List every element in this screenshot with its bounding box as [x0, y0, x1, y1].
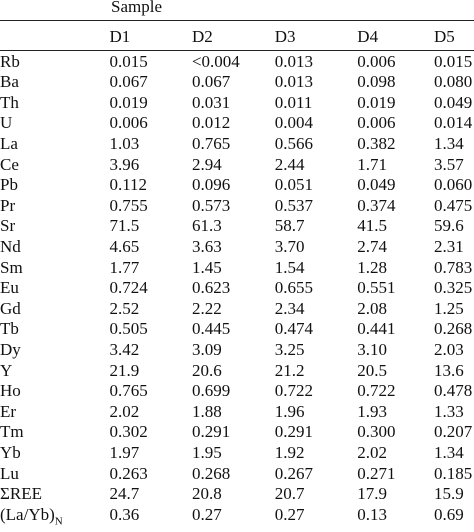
group-header: Sample: [111, 0, 162, 16]
table-cell: 0.722: [357, 381, 396, 401]
table-cell: 20.5: [357, 360, 388, 380]
table-cell: <0.004: [191, 52, 240, 71]
table-row: [0, 134, 474, 155]
table-cell: 0.36: [109, 504, 140, 524]
row-label: Tm: [0, 422, 24, 442]
column-header: [0, 25, 109, 49]
table-cell: 1.28: [357, 257, 388, 277]
table-row: [0, 257, 474, 278]
table-cell: 0.325: [434, 278, 473, 298]
row-label: ΣREE: [0, 484, 43, 504]
row-label: Pb: [0, 175, 18, 195]
table-cell: 2.74: [357, 237, 388, 257]
table-cell: 0.080: [434, 72, 473, 92]
table-cell: 0.031: [191, 92, 231, 112]
table-cell: 0.049: [434, 92, 473, 112]
table-row: [0, 278, 474, 299]
table-cell: 0.722: [274, 381, 314, 401]
table-cell: 1.45: [191, 257, 222, 277]
table-cell: 21.2: [274, 360, 305, 380]
row-label: Lu: [0, 463, 19, 483]
table-cell: 0.291: [191, 422, 231, 442]
table-cell: 3.70: [274, 237, 305, 257]
table-cell: 0.013: [274, 52, 314, 71]
table-cell: 2.34: [274, 298, 305, 318]
table-cell: 59.6: [434, 216, 464, 236]
table-cell: 3.63: [191, 237, 222, 257]
table-cell: 0.27: [274, 504, 305, 524]
table-row: [0, 154, 474, 175]
table-cell: 13.6: [434, 360, 464, 380]
table-cell: 0.69: [434, 504, 464, 524]
table-row: [0, 72, 474, 93]
table-cell: 20.8: [191, 484, 222, 504]
table-cell: 0.755: [109, 195, 148, 215]
table-cell: 2.08: [357, 298, 388, 318]
table-cell: 0.067: [109, 72, 148, 92]
table-cell: 0.783: [434, 257, 473, 277]
row-label: Rb: [0, 52, 20, 71]
table-cell: 0.478: [434, 381, 473, 401]
table-cell: 0.096: [191, 175, 231, 195]
table-cell: 20.7: [274, 484, 305, 504]
table-row: [0, 381, 474, 402]
table-cell: 0.049: [357, 175, 396, 195]
table-cell: 0.699: [191, 381, 231, 401]
header-rule: [0, 20, 474, 21]
table-body: [0, 49, 474, 528]
table-cell: 58.7: [274, 216, 305, 236]
table-cell: 41.5: [357, 216, 388, 236]
table-cell: 2.03: [434, 340, 464, 360]
table-cell: 0.014: [434, 113, 473, 133]
row-label: Sm: [0, 257, 23, 277]
column-header: D1: [109, 27, 131, 46]
table-cell: 24.7: [109, 484, 140, 504]
table-cell: 1.96: [274, 401, 305, 421]
header-row: [0, 25, 474, 49]
table-row: [0, 360, 474, 381]
table-cell: 0.019: [357, 92, 396, 112]
row-label: [0, 504, 109, 528]
table-cell: 0.060: [434, 175, 473, 195]
table-cell: 1.88: [191, 401, 222, 421]
table-cell: 0.724: [109, 278, 148, 298]
row-label: La: [0, 134, 18, 154]
table-cell: 1.34: [434, 134, 464, 154]
row-label: Sr: [0, 216, 16, 236]
table-cell: 1.97: [109, 442, 140, 462]
column-header: D2: [191, 27, 213, 46]
table-cell: 0.004: [274, 113, 314, 133]
table-cell: 0.051: [274, 175, 314, 195]
table-row: [0, 216, 474, 237]
table-cell: 0.019: [109, 92, 148, 112]
table-cell: 1.71: [357, 154, 388, 174]
row-label: Gd: [0, 298, 21, 318]
row-label: Ho: [0, 381, 21, 401]
row-label: Th: [0, 92, 19, 112]
table-row: [0, 113, 474, 134]
table-cell: 0.537: [274, 195, 314, 215]
table-cell: 2.44: [274, 154, 305, 174]
row-label: Nd: [0, 237, 21, 257]
row-label: Yb: [0, 442, 21, 462]
table-cell: 1.33: [434, 401, 464, 421]
table-cell: 0.566: [274, 134, 314, 154]
table-cell: 0.268: [191, 463, 231, 483]
table-cell: 0.185: [434, 463, 473, 483]
table-cell: 0.067: [191, 72, 231, 92]
row-label: Dy: [0, 340, 21, 360]
table-row: [0, 49, 474, 72]
table-cell: 3.57: [434, 154, 464, 174]
table-cell: 0.475: [434, 195, 473, 215]
table-cell: 1.93: [357, 401, 388, 421]
table-cell: 0.013: [274, 72, 314, 92]
table-cell: 0.012: [191, 113, 231, 133]
row-label: Eu: [0, 278, 19, 298]
table-row: [0, 484, 474, 505]
table-cell: 0.765: [109, 381, 148, 401]
table-row: [0, 402, 474, 423]
table-cell: 0.374: [357, 195, 396, 215]
table-cell: 0.382: [357, 134, 396, 154]
table-cell: 0.655: [274, 278, 314, 298]
column-header: D4: [357, 27, 379, 46]
table-cell: 1.34: [434, 442, 464, 462]
table-cell: 0.474: [274, 319, 314, 339]
column-header: D3: [274, 27, 296, 46]
table-row: [0, 319, 474, 340]
table-row: [0, 196, 474, 217]
table-cell: 1.03: [109, 134, 140, 154]
table-cell: 0.271: [357, 463, 396, 483]
table-cell: 4.65: [109, 237, 140, 257]
table-cell: 61.3: [191, 216, 222, 236]
table-cell: 1.92: [274, 442, 305, 462]
table-cell: 0.291: [274, 422, 314, 442]
table-row: [0, 422, 474, 443]
table-row: [0, 237, 474, 258]
table-cell: 1.54: [274, 257, 305, 277]
table-cell: 0.015: [434, 52, 473, 71]
table-cell: 0.207: [434, 422, 473, 442]
table-cell: 1.25: [434, 298, 464, 318]
table-cell: 1.95: [191, 442, 222, 462]
table-cell: 1.77: [109, 257, 140, 277]
table-cell: 2.22: [191, 298, 222, 318]
table-cell: 0.551: [357, 278, 396, 298]
table-cell: 0.006: [357, 52, 396, 71]
table-cell: 0.505: [109, 319, 148, 339]
row-label: Tb: [0, 319, 19, 339]
table-cell: 0.27: [191, 504, 222, 524]
table-cell: 0.267: [274, 463, 314, 483]
table-cell: 21.9: [109, 360, 140, 380]
row-label-text: (La/Yb): [0, 504, 55, 524]
table-cell: 0.445: [191, 319, 231, 339]
table-row: [0, 175, 474, 196]
table-cell: 3.09: [191, 340, 222, 360]
table-cell: 2.02: [109, 401, 140, 421]
table-cell: 0.011: [274, 92, 313, 112]
table-row: [0, 504, 474, 525]
table-cell: 0.765: [191, 134, 231, 154]
row-label: Ce: [0, 154, 19, 174]
row-label: Y: [0, 360, 13, 380]
table-cell: 3.10: [357, 340, 388, 360]
table-cell: 0.015: [109, 52, 148, 71]
table-cell: 0.263: [109, 463, 148, 483]
table-row: [0, 443, 474, 464]
row-label-subscript: N: [54, 515, 63, 528]
row-label: U: [0, 113, 13, 133]
table-row: [0, 340, 474, 361]
row-label: Ba: [0, 72, 19, 92]
table-cell: 0.623: [191, 278, 231, 298]
table-cell: 0.573: [191, 195, 231, 215]
table-cell: 2.31: [434, 237, 464, 257]
row-label: Er: [0, 401, 17, 421]
table-cell: 0.006: [109, 113, 148, 133]
trace-element-table: [0, 25, 474, 528]
table-cell: 0.302: [109, 422, 148, 442]
table-cell: 0.112: [109, 175, 148, 195]
table-cell: 15.9: [434, 484, 464, 504]
row-label: Pr: [0, 195, 16, 215]
table-row: [0, 299, 474, 320]
table-cell: 2.94: [191, 154, 222, 174]
table-cell: 0.098: [357, 72, 396, 92]
table-cell: 0.268: [434, 319, 473, 339]
table-cell: 0.13: [357, 504, 388, 524]
table-row: [0, 463, 474, 484]
column-header: D5: [434, 27, 455, 46]
table-cell: 0.300: [357, 422, 396, 442]
table-cell: 20.6: [191, 360, 222, 380]
table-cell: 2.52: [109, 298, 140, 318]
table-cell: 3.25: [274, 340, 305, 360]
table-cell: 0.441: [357, 319, 396, 339]
table-cell: 3.96: [109, 154, 140, 174]
table-cell: 71.5: [109, 216, 140, 236]
table-cell: 0.006: [357, 113, 396, 133]
table-cell: 3.42: [109, 340, 140, 360]
table-cell: 17.9: [357, 484, 388, 504]
table-cell: 2.02: [357, 442, 388, 462]
table-row: [0, 93, 474, 114]
